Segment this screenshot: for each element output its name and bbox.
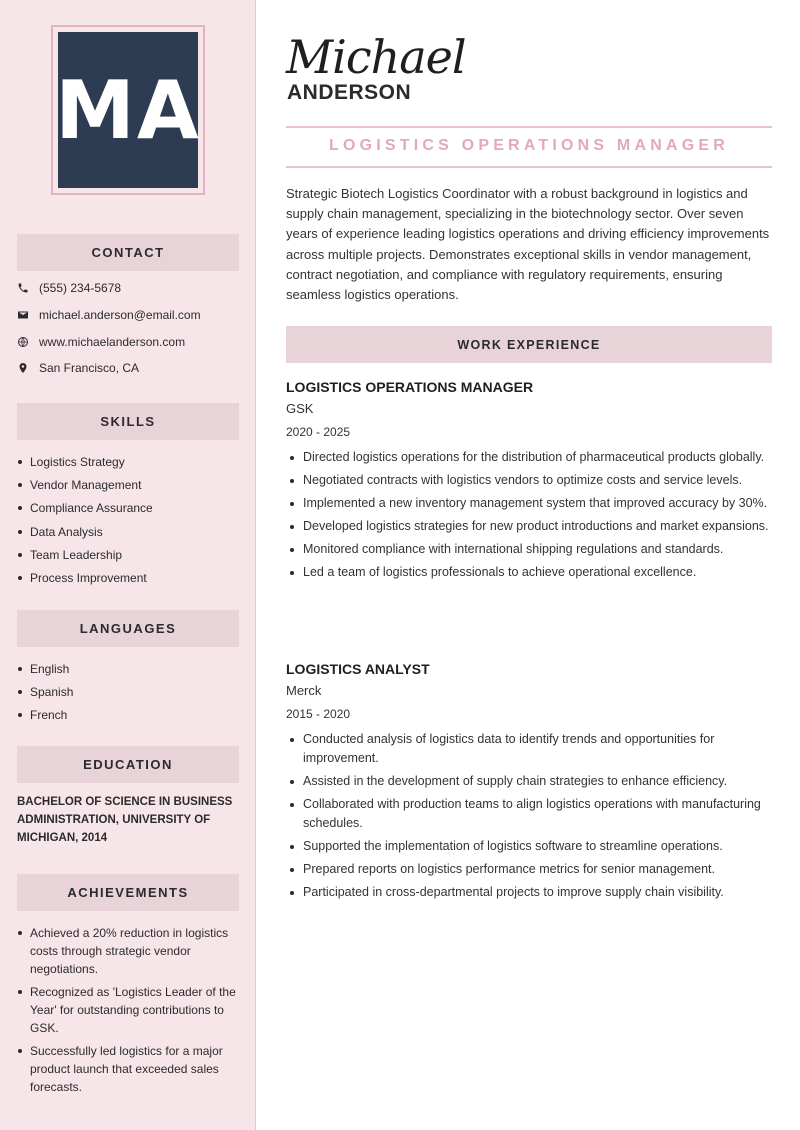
language-item: Spanish <box>17 683 242 701</box>
job-bullet: Assisted in the development of supply chain strategies to enhance efficiency. <box>286 772 772 791</box>
contact-phone <box>17 279 121 297</box>
language-item: French <box>17 706 242 724</box>
achievement-item: Successfully led logistics for a major product launch that exceeded sales forecasts. <box>17 1042 242 1096</box>
last-name: ANDERSON <box>287 81 412 104</box>
job-bullet: Negotiated contracts with logistics vendors to optimize costs and service levels. <box>286 471 772 490</box>
job-entry <box>286 378 772 586</box>
job-bullet: Monitored compliance with international shipping regulations and standards. <box>286 540 772 559</box>
sidebar <box>0 0 256 1130</box>
profile-summary: Strategic Biotech Logistics Coordinator with a robust background in logistics and supply chain management, specializing in the biotechnology sector. Over seven years of experience leading logistics operations and driving efficiency improvements across multiple projects. Demonstrates exceptional skills in vendor management, contract negotiation, and compliance with regulatory requirements, ensuring seamless logistics operations. <box>286 186 770 303</box>
skill-item: Logistics Strategy <box>17 453 242 471</box>
location-text: San Francisco, CA <box>39 361 140 375</box>
contact-email <box>17 306 201 324</box>
job-role: LOGISTICS OPERATIONS MANAGER <box>286 379 534 395</box>
first-name: Michael <box>286 30 466 84</box>
skill-item: Data Analysis <box>17 523 242 541</box>
achievement-item: Recognized as 'Logistics Leader of the Year' for outstanding contributions to GSK. <box>17 983 242 1037</box>
job-bullet: Supported the implementation of logistics software to streamline operations. <box>286 837 772 856</box>
job-bullet: Implemented a new inventory management system that improved accuracy by 30%. <box>286 494 772 513</box>
job-bullets <box>286 730 772 902</box>
location-pin-icon <box>17 362 29 374</box>
phone-icon <box>17 282 29 294</box>
education-heading: EDUCATION <box>17 746 239 783</box>
language-item: English <box>17 660 242 678</box>
skill-item: Team Leadership <box>17 546 242 564</box>
work-experience-heading: WORK EXPERIENCE <box>286 326 772 363</box>
contact-heading: CONTACT <box>17 234 239 271</box>
skills-heading: SKILLS <box>17 403 239 440</box>
job-bullet: Participated in cross-departmental projects to improve supply chain visibility. <box>286 883 772 902</box>
job-dates: 2020 - 2025 <box>286 425 351 439</box>
skill-item: Vendor Management <box>17 476 242 494</box>
languages-heading: LANGUAGES <box>17 610 239 647</box>
job-company: Merck <box>286 683 322 698</box>
job-company: GSK <box>286 401 314 416</box>
achievements-heading: ACHIEVEMENTS <box>17 874 239 911</box>
contact-location <box>17 359 139 377</box>
skill-item: Process Improvement <box>17 569 242 587</box>
website-text: www.michaelanderson.com <box>39 335 186 349</box>
achievement-item: Achieved a 20% reduction in logistics costs through strategic vendor negotiations. <box>17 924 242 978</box>
email-text: michael.anderson@email.com <box>39 308 201 322</box>
job-entry <box>286 660 772 906</box>
globe-icon <box>17 336 29 348</box>
title-rule-bottom <box>286 166 772 168</box>
skills-list <box>17 453 242 587</box>
mail-icon <box>17 309 29 321</box>
title-rule-top <box>286 126 772 128</box>
job-bullet: Led a team of logistics professionals to achieve operational excellence. <box>286 563 772 582</box>
contact-website <box>17 333 185 351</box>
monogram: MA <box>58 32 198 188</box>
languages-list <box>17 660 242 724</box>
achievements-list <box>17 924 242 1096</box>
job-bullet: Collaborated with production teams to align logistics operations with manufacturing schedules. <box>286 795 772 833</box>
job-bullet: Directed logistics operations for the distribution of pharmaceutical products globally. <box>286 448 772 467</box>
job-bullet: Conducted analysis of logistics data to identify trends and opportunities for improvement. <box>286 730 772 768</box>
job-dates: 2015 - 2020 <box>286 707 351 721</box>
job-title: LOGISTICS OPERATIONS MANAGER <box>329 137 729 154</box>
education-degree: BACHELOR OF SCIENCE IN BUSINESS ADMINISTRATION, UNIVERSITY OF MICHIGAN, 2014 <box>17 796 233 844</box>
phone-text: (555) 234-5678 <box>39 281 122 295</box>
job-bullet: Prepared reports on logistics performance metrics for senior management. <box>286 860 772 879</box>
job-bullet: Developed logistics strategies for new product introductions and market expansions. <box>286 517 772 536</box>
monogram-frame <box>51 25 205 195</box>
skill-item: Compliance Assurance <box>17 499 242 517</box>
job-bullets <box>286 448 772 582</box>
job-role: LOGISTICS ANALYST <box>286 661 430 677</box>
